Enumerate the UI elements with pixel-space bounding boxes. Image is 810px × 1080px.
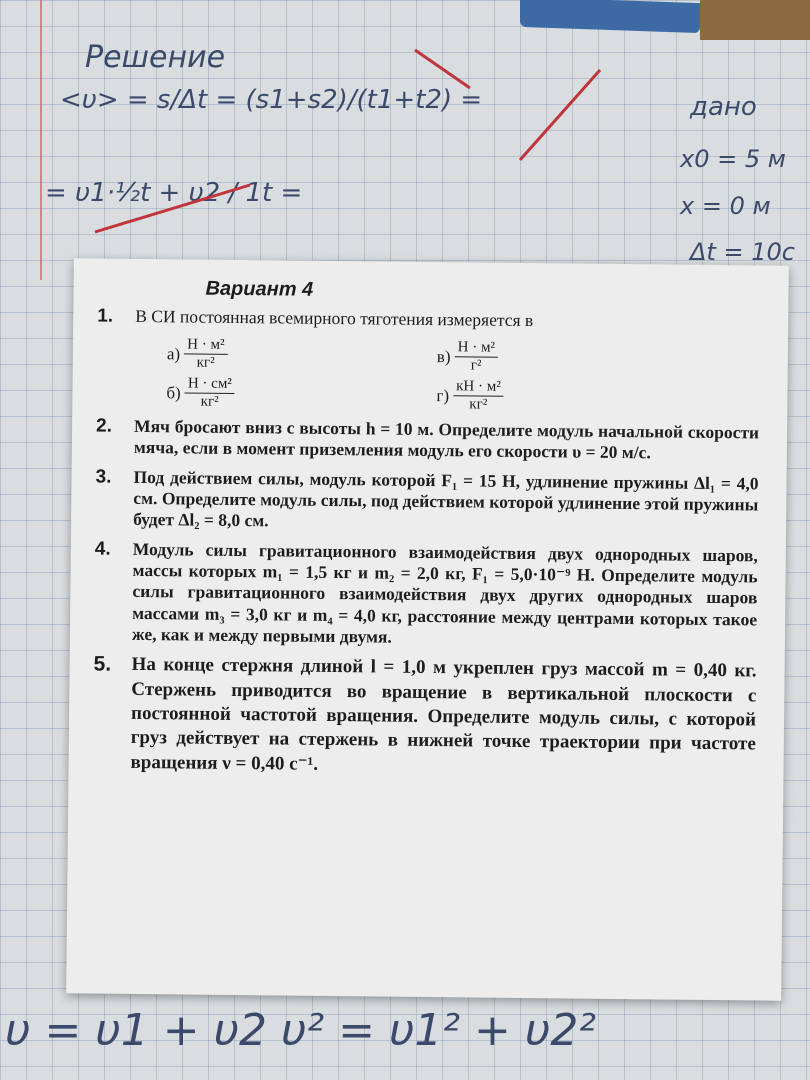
red-strikeouts: [0, 0, 810, 300]
task-text: Мяч бросают вниз с высоты h = 10 м. Определите модуль начальной скорости мяча, если в момент приземления модуль его скорости υ = 20 м/с.: [133, 415, 760, 463]
fraction-numerator: Н · см²: [185, 375, 235, 394]
task-text: Модуль силы гравитационного взаимодействия двух однородных шаров, массы которых m₁ = 1,5 кг и m₂ = 2,0 кг, F₁ = 5,0·10⁻⁹ Н. Определите модуль силы гравитационного взаимодействия двух других однородных шаров массами m₃ = 3,0 кг и m₄ = 4,0 кг, расстояние между центрами которых такое же, как и между первыми двумя.: [131, 538, 758, 647]
fraction-denominator: кг²: [200, 393, 219, 410]
task-text: В СИ постоянная всемирного тяготения измеряется в: [135, 305, 534, 331]
handwritten-given-1: x0 = 5 м: [680, 145, 786, 173]
variant-title: Вариант 4: [205, 277, 314, 301]
fraction-denominator: г²: [470, 357, 482, 374]
handwritten-formula-2: = υ1·½t + υ2 / 1t =: [45, 178, 303, 208]
handwritten-given-3: Δt = 10с: [690, 238, 795, 266]
answer-fraction: [185, 375, 235, 411]
fraction-numerator: Н · м²: [184, 336, 228, 354]
fraction-numerator: Н · м²: [455, 339, 499, 357]
task-number: 5.: [93, 652, 112, 677]
task-5: [92, 653, 756, 781]
answer-options: [166, 336, 760, 416]
handwritten-given-2: x = 0 м: [680, 192, 771, 220]
fraction-numerator: кН · м²: [453, 378, 504, 397]
task-number: 1.: [97, 305, 114, 327]
handwritten-dano: дано: [690, 92, 757, 122]
answer-fraction: [184, 336, 228, 371]
task-number: 4.: [94, 538, 111, 560]
answer-option-g: [436, 378, 686, 416]
task-text: Под действием силы, модуль которой F₁ = 15 Н, удлинение пружины Δl₁ = 4,0 см. Определите модуль силы, под действием которой удлинение этой пружины будет Δl₂ = 8,0 см.: [133, 466, 759, 531]
fraction-denominator: кг²: [196, 354, 215, 371]
answer-fraction: [454, 339, 498, 374]
task-1: [97, 306, 760, 335]
answer-option-b: [166, 375, 416, 413]
printed-sheet: [66, 258, 789, 1000]
task-number: 3.: [95, 466, 112, 488]
answer-label: б): [166, 382, 181, 402]
task-number: 2.: [96, 415, 113, 437]
handwritten-title: Решение: [85, 40, 226, 75]
task-2: [96, 416, 759, 466]
handwritten-formula-1: <υ> = s/Δt = (s1+s2)/(t1+t2) =: [60, 85, 483, 115]
answer-label: г): [436, 385, 450, 405]
task-3: [95, 466, 759, 537]
answer-label: в): [436, 346, 451, 366]
answer-label: а): [166, 343, 181, 363]
answer-option-a: [167, 336, 417, 374]
handwritten-bottom-formula: υ = υ1 + υ2 υ² = υ1² + υ2²: [5, 1005, 596, 1056]
answer-fraction: [453, 378, 504, 414]
bottom-handwriting-area: [0, 995, 810, 1080]
task-text: На конце стержня длиной l = 1,0 м укреплен груз массой m = 0,40 кг. Стержень приводится во вращение в вертикальной плоскости с постоянной частотой вращения. Определите модуль силы, с которой груз действует на стержень в нижней точке траектории при частоте вращения ν = 0,40 с⁻¹.: [130, 654, 757, 775]
answer-option-v: [437, 339, 687, 377]
fraction-denominator: кг²: [469, 396, 488, 413]
task-4: [94, 538, 758, 652]
